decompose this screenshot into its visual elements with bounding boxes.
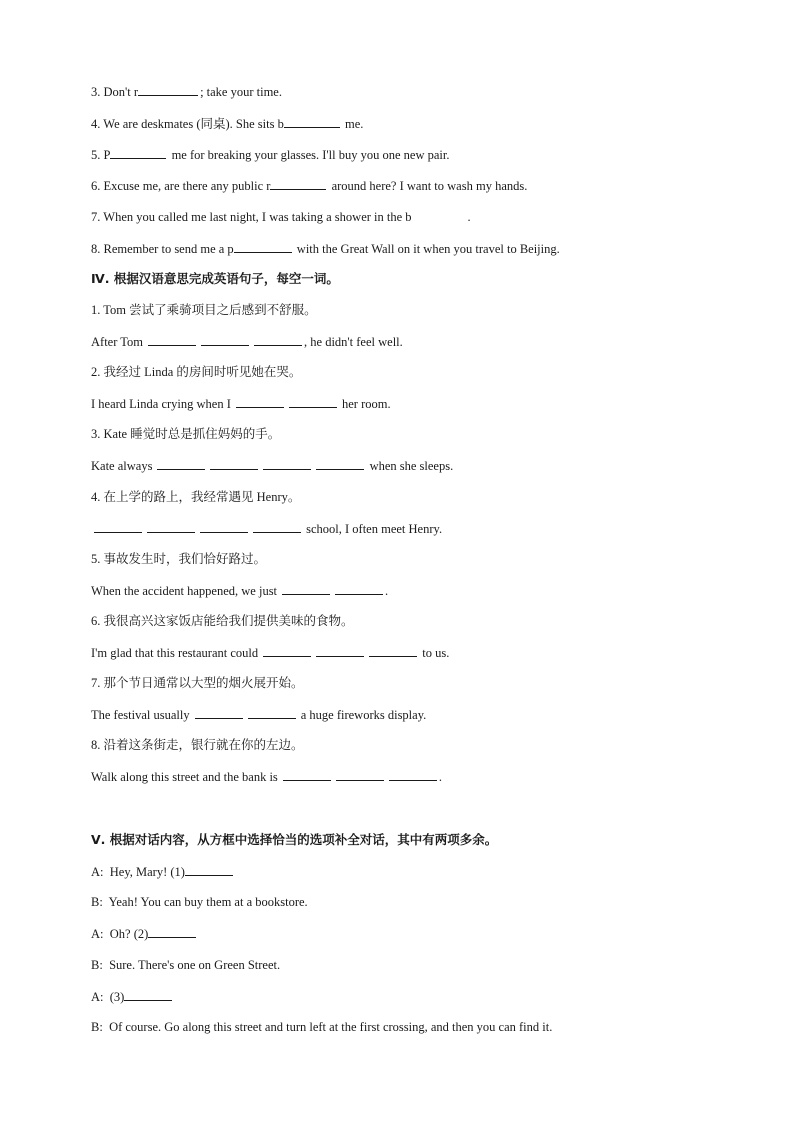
answer-blank[interactable] bbox=[369, 644, 417, 657]
letter-hint: p bbox=[227, 242, 234, 256]
answer-blank[interactable] bbox=[200, 520, 248, 533]
answer-blank[interactable] bbox=[138, 83, 198, 96]
answer-blank[interactable] bbox=[289, 395, 337, 408]
answer-blank[interactable] bbox=[185, 863, 233, 876]
answer-blank[interactable] bbox=[263, 457, 311, 470]
s3-item-8: 8. Remember to send me a p with the Great Wall on it when you travel to Beijing. bbox=[91, 242, 560, 256]
s4-sentence-8: Walk along this street and the bank is . bbox=[91, 770, 442, 784]
answer-blank[interactable] bbox=[254, 333, 302, 346]
s3-item-4: 4. We are deskmates (同桌). She sits b me. bbox=[91, 117, 364, 131]
answer-blank[interactable] bbox=[270, 177, 326, 190]
answer-blank[interactable] bbox=[336, 768, 384, 781]
letter-hint: r bbox=[133, 85, 139, 99]
s4-sentence-7: The festival usually a huge fireworks display. bbox=[91, 708, 427, 722]
answer-blank[interactable] bbox=[316, 457, 364, 470]
letter-hint: r bbox=[266, 179, 271, 193]
answer-blank[interactable] bbox=[124, 988, 172, 1001]
s4-prompt-2: 2. 我经过 Linda 的房间时听见她在哭。 bbox=[91, 365, 302, 379]
answer-blank[interactable] bbox=[316, 644, 364, 657]
answer-blank[interactable] bbox=[248, 706, 296, 719]
letter-hint: b bbox=[405, 210, 412, 224]
answer-blank[interactable] bbox=[148, 333, 196, 346]
answer-blank[interactable] bbox=[253, 520, 301, 533]
answer-blank[interactable] bbox=[236, 395, 284, 408]
dialogue-line-6: B: Of course. Go along this street and turn left at the first crossing, and then you can find it. bbox=[91, 1020, 553, 1034]
speaker-label: A: bbox=[91, 990, 104, 1004]
s4-sentence-1: After Tom , he didn't feel well. bbox=[91, 335, 403, 349]
answer-blank[interactable] bbox=[412, 208, 466, 221]
answer-blank[interactable] bbox=[201, 333, 249, 346]
letter-hint: b bbox=[277, 117, 284, 131]
letter-hint: P bbox=[103, 148, 111, 162]
answer-blank[interactable] bbox=[389, 768, 437, 781]
speaker-label: B: bbox=[91, 958, 103, 972]
speaker-label: A: bbox=[91, 927, 104, 941]
speaker-label: A: bbox=[91, 865, 104, 879]
answer-blank[interactable] bbox=[284, 115, 340, 128]
s4-prompt-8: 8. 沿着这条街走，银行就在你的左边。 bbox=[91, 738, 304, 752]
s4-sentence-6: I'm glad that this restaurant could to us. bbox=[91, 646, 450, 660]
speaker-label: B: bbox=[91, 1020, 103, 1034]
s3-item-7: 7. When you called me last night, I was taking a shower in the b . bbox=[91, 210, 471, 224]
section-5-heading: Ⅴ. 根据对话内容，从方框中选择恰当的选项补全对话，其中有两项多余。 bbox=[91, 832, 498, 847]
s4-prompt-6: 6. 我很高兴这家饭店能给我们提供美味的食物。 bbox=[91, 614, 354, 628]
s3-item-5: 5. P me for breaking your glasses. I'll buy you one new pair. bbox=[91, 148, 450, 162]
answer-blank[interactable] bbox=[147, 520, 195, 533]
dialogue-line-1: A: Hey, Mary! (1) bbox=[91, 863, 235, 879]
dialogue-line-4: B: Sure. There's one on Green Street. bbox=[91, 958, 281, 972]
answer-blank[interactable] bbox=[282, 582, 330, 595]
answer-blank[interactable] bbox=[110, 146, 166, 159]
s4-prompt-7: 7. 那个节日通常以大型的烟火展开始。 bbox=[91, 676, 304, 690]
s4-sentence-4: school, I often meet Henry. bbox=[91, 520, 442, 536]
answer-blank[interactable] bbox=[234, 240, 292, 253]
s4-prompt-5: 5. 事故发生时，我们恰好路过。 bbox=[91, 552, 267, 566]
answer-blank[interactable] bbox=[195, 706, 243, 719]
s4-prompt-3: 3. Kate 睡觉时总是抓住妈妈的手。 bbox=[91, 427, 281, 441]
answer-blank[interactable] bbox=[263, 644, 311, 657]
answer-blank[interactable] bbox=[148, 925, 196, 938]
s3-item-3: 3. Don't r ; take your time. bbox=[91, 85, 282, 99]
dialogue-line-2: B: Yeah! You can buy them at a bookstore. bbox=[91, 895, 308, 909]
s4-sentence-2: I heard Linda crying when I her room. bbox=[91, 397, 391, 411]
answer-blank[interactable] bbox=[335, 582, 383, 595]
answer-blank[interactable] bbox=[283, 768, 331, 781]
s4-sentence-5: When the accident happened, we just . bbox=[91, 584, 389, 598]
answer-blank[interactable] bbox=[210, 457, 258, 470]
s4-prompt-4: 4. 在上学的路上，我经常遇见 Henry。 bbox=[91, 490, 301, 504]
dialogue-line-5: A: (3) bbox=[91, 988, 174, 1004]
section-4-heading: Ⅳ. 根据汉语意思完成英语句子，每空一词。 bbox=[91, 271, 339, 286]
speaker-label: B: bbox=[91, 895, 103, 909]
s4-prompt-1: 1. Tom 尝试了乘骑项目之后感到不舒服。 bbox=[91, 303, 317, 317]
answer-blank[interactable] bbox=[94, 520, 142, 533]
s4-sentence-3: Kate always when she sleeps. bbox=[91, 459, 454, 473]
dialogue-line-3: A: Oh? (2) bbox=[91, 925, 198, 941]
answer-blank[interactable] bbox=[157, 457, 205, 470]
s3-item-6: 6. Excuse me, are there any public r around here? I want to wash my hands. bbox=[91, 179, 528, 193]
